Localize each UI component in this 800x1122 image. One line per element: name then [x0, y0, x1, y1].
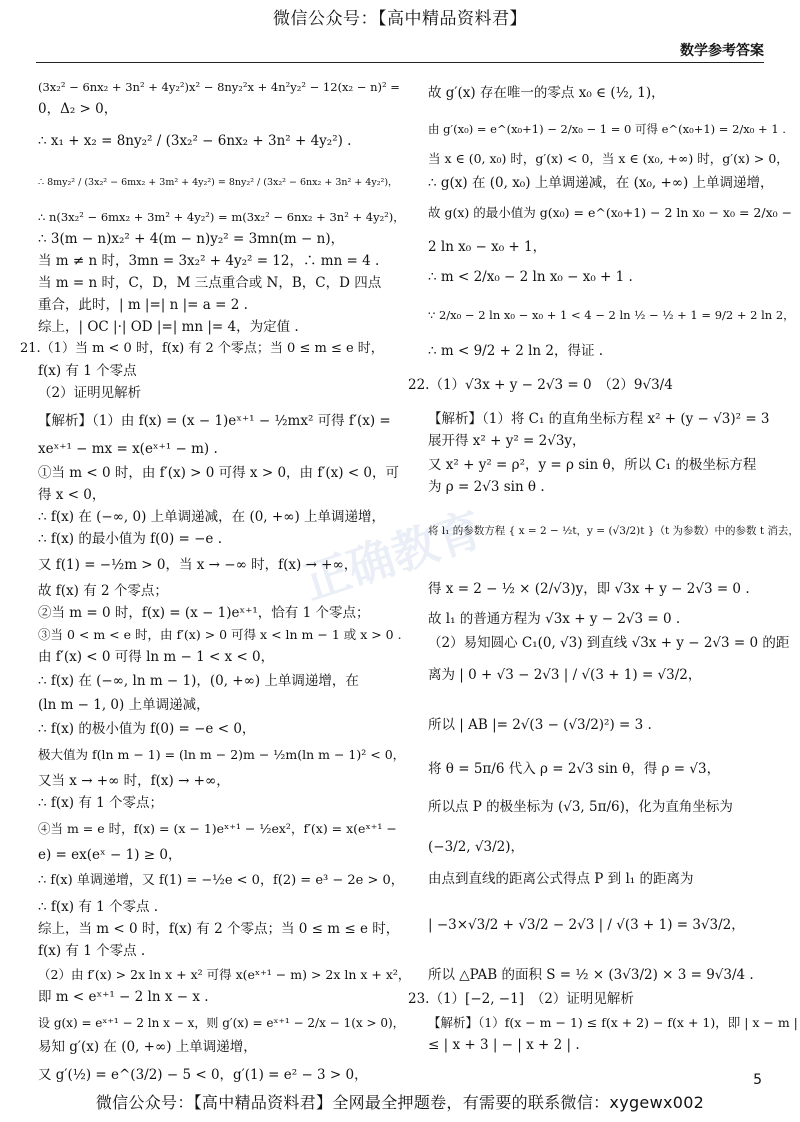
text-line: ∴ m < 2/x₀ − 2 ln x₀ − x₀ + 1 .	[428, 269, 633, 285]
question-23: 23.（1）[−2, −1] （2）证明见解析	[408, 991, 634, 1007]
text-line: (3x₂² − 6nx₂ + 3n² + 4y₂²)x² − 8ny₂²x + 4n²y₂² − 12(x₂ − n)² =	[38, 80, 400, 94]
text-line: 故 f(x) 有 2 个零点；	[38, 583, 168, 599]
text-line: ∴ x₁ + x₂ = 8ny₂² / (3x₂² − 6nx₂ + 3n² + 4y₂²) .	[38, 133, 352, 149]
text-line: 由点到直线的距离公式得点 P 到 l₁ 的距离为	[428, 871, 694, 887]
text-line: 由 g′(x₀) = e^(x₀+1) − 2/x₀ − 1 = 0 可得 e^(x₀+1) = 2/x₀ + 1 .	[428, 122, 786, 136]
text-line: ∴ f(x) 有 1 个零点；	[38, 795, 163, 811]
text-line: ∵ 2/x₀ − 2 ln x₀ − x₀ + 1 < 4 − 2 ln ½ − ½ + 1 = 9/2 + 2 ln 2，	[428, 308, 795, 322]
page-footer: 微信公众号：【高中精品资料君】全网最全押题卷，有需要的联系微信：xygewx002	[95, 1093, 705, 1112]
page-header: 微信公众号：【高中精品资料君】	[273, 9, 527, 29]
page-number: 5	[753, 1072, 762, 1088]
text-line: 又 g′(½) = e^(3/2) − 5 < 0，g′(1) = e² − 3 > 0，	[38, 1067, 368, 1083]
text-line: 当 m ≠ n 时，3mn = 3x₂² + 4y₂² = 12，∴ mn = 4 .	[38, 253, 380, 269]
text-line: 为 ρ = 2√3 sin θ .	[428, 479, 545, 495]
text-line: ∴ f(x) 的最小值为 f(0) = −e .	[38, 531, 223, 547]
text-line: 又当 x → +∞ 时，f(x) → +∞，	[38, 773, 230, 789]
text-line: 得 x < 0，	[38, 487, 106, 503]
text-line: 又 x² + y² = ρ²，y = ρ sin θ，所以 C₁ 的极坐标方程	[428, 457, 757, 473]
text-line: ④当 m = e 时，f(x) = (x − 1)eˣ⁺¹ − ½ex²，f′(x) = x(eˣ⁺¹ −	[38, 821, 397, 836]
text-line: ①当 m < 0 时，由 f′(x) > 0 可得 x > 0，由 f′(x) < 0，可	[38, 465, 400, 481]
text-line: 【解析】（1）由 f(x) = (x − 1)eˣ⁺¹ − ½mx² 可得 f′(x) =	[38, 413, 391, 429]
watermark: 正确教育	[297, 501, 489, 610]
text-line: 故 l₁ 的普通方程为 √3x + y − 2√3 = 0 .	[428, 611, 681, 627]
text-line: 易知 g′(x) 在 (0, +∞) 上单调递增，	[38, 1039, 257, 1055]
question-21: 21.（1）当 m < 0 时，f(x) 有 2 个零点；当 0 ≤ m ≤ e 时，	[20, 341, 384, 356]
text-line: 【解析】（1）f(x − m − 1) ≤ f(x + 2) − f(x + 1)，即 | x − m |	[428, 1015, 798, 1030]
text-line: ∴ g(x) 在 (0, x₀) 上单调递减，在 (x₀, +∞) 上单调递增，	[428, 175, 774, 191]
text-line: 设 g(x) = eˣ⁺¹ − 2 ln x − x，则 g′(x) = eˣ⁺¹ − 2/x − 1(x > 0)，	[38, 1016, 405, 1030]
text-line: ③当 0 < m < e 时，由 f′(x) > 0 可得 x < ln m − 1 或 x > 0 .	[38, 627, 402, 642]
text-line: 2 ln x₀ − x₀ + 1，	[428, 239, 547, 255]
text-line: 故 g(x) 的最小值为 g(x₀) = e^(x₀+1) − 2 ln x₀ − x₀ = 2/x₀ −	[428, 205, 793, 220]
text-line: 综上，| OC |·| OD |=| mn |= 4，为定值 .	[38, 319, 299, 335]
text-line: ∴ n(3x₂² − 6mx₂ + 3m² + 4y₂²) = m(3x₂² − 6nx₂ + 3n² + 4y₂²)，	[38, 210, 405, 224]
text-line: 离为 | 0 + √3 − 2√3 | / √(3 + 1) = √3/2，	[428, 667, 702, 683]
text-line: 得 x = 2 − ½ × (2/√3)y，即 √3x + y − 2√3 = 0 .	[428, 581, 750, 597]
text-line: ∴ f(x) 的极小值为 f(0) = −e < 0，	[38, 721, 256, 737]
question-22: 22.（1）√3x + y − 2√3 = 0 （2）9√3/4	[408, 377, 673, 393]
text-line: 由 f′(x) < 0 可得 ln m − 1 < x < 0，	[38, 649, 275, 665]
text-line: ∴ f(x) 在 (−∞, 0) 上单调递减，在 (0, +∞) 上单调递增，	[38, 509, 386, 525]
text-line: ∴ f(x) 单调递增，又 f(1) = −½e < 0，f(2) = e³ − 2e > 0，	[38, 873, 404, 888]
text-line: 重合，此时，| m |=| n |= a = 2 .	[38, 297, 248, 313]
text-line: f(x) 有 1 个零点	[38, 363, 137, 379]
text-line: | −3×√3/2 + √3/2 − 2√3 | / √(3 + 1) = 3√3/2，	[428, 917, 745, 933]
text-line: （2）证明见解析	[38, 385, 142, 401]
section-tag: 数学参考答案	[680, 43, 764, 59]
text-line: ∴ 3(m − n)x₂² + 4(m − n)y₂² = 3mn(m − n)，	[38, 231, 345, 247]
text-line: 即 m < eˣ⁺¹ − 2 ln x − x .	[38, 989, 209, 1005]
text-line: ∴ m < 9/2 + 2 ln 2，得证 .	[428, 343, 604, 359]
text-line: (ln m − 1, 0) 上单调递减，	[38, 697, 210, 713]
text-line: ∴ 8my₂² / (3x₂² − 6mx₂ + 3m² + 4y₂²) = 8ny₂² / (3x₂² − 6nx₂ + 3n² + 4y₂²)，	[38, 177, 398, 188]
text-line: 所以 | AB |= 2√(3 − (√3/2)²) = 3 .	[428, 717, 652, 733]
text-line: ≤ | x + 3 | − | x + 2 | .	[428, 1037, 580, 1053]
text-line: 【解析】（1）将 C₁ 的直角坐标方程 x² + (y − √3)² = 3	[428, 411, 770, 427]
text-line: （2）易知圆心 C₁(0, √3) 到直线 √3x + y − 2√3 = 0 的距	[428, 635, 790, 651]
text-line: 当 m = n 时，C，D，M 三点重合或 N，B，C，D 四点	[38, 275, 382, 291]
text-line: xeˣ⁺¹ − mx = x(eˣ⁺¹ − m) .	[38, 441, 218, 457]
text-line: f(x) 有 1 个零点 .	[38, 943, 146, 959]
text-line: 又 f(1) = −½m > 0，当 x → −∞ 时，f(x) → +∞，	[38, 557, 358, 573]
text-line: ∴ f(x) 在 (−∞, ln m − 1)，(0, +∞) 上单调递增，在	[38, 673, 359, 689]
text-line: 当 x ∈ (0, x₀) 时，g′(x) < 0，当 x ∈ (x₀, +∞) 时，g′(x) > 0，	[428, 151, 789, 166]
text-line: 极大值为 f(ln m − 1) = (ln m − 2)m − ½m(ln m − 1)² < 0，	[38, 747, 406, 762]
text-line: ∴ f(x) 有 1 个零点 .	[38, 899, 159, 915]
text-line: 故 g′(x) 存在唯一的零点 x₀ ∈ (½, 1)，	[428, 85, 665, 101]
text-line: 将 θ = 5π/6 代入 ρ = 2√3 sin θ，得 ρ = √3，	[428, 761, 721, 777]
text-line: 将 l₁ 的参数方程 { x = 2 − ½t，y = (√3/2)t }（t 为参数）中的参数 t 消去，	[428, 525, 799, 537]
text-line: (−3/2, √3/2)，	[428, 839, 524, 855]
text-line: 所以 △PAB 的面积 S = ½ × (3√3/2) × 3 = 9√3/4 .	[428, 967, 754, 983]
text-line: e) = ex(eˣ − 1) ≥ 0，	[38, 847, 182, 863]
header-rule	[36, 62, 764, 63]
text-line: （2）由 f′(x) > 2x ln x + x² 可得 x(eˣ⁺¹ − m) > 2x ln x + x²，	[38, 967, 411, 982]
text-line: 展开得 x² + y² = 2√3y，	[428, 433, 586, 449]
text-line: 0，Δ₂ > 0，	[38, 101, 118, 117]
text-line: 所以点 P 的极坐标为 (√3, 5π/6)，化为直角坐标为	[428, 799, 733, 815]
text-line: 综上，当 m < 0 时，f(x) 有 2 个零点；当 0 ≤ m ≤ e 时，	[38, 921, 400, 937]
text-line: ②当 m = 0 时，f(x) = (x − 1)eˣ⁺¹，恰有 1 个零点；	[38, 605, 370, 621]
